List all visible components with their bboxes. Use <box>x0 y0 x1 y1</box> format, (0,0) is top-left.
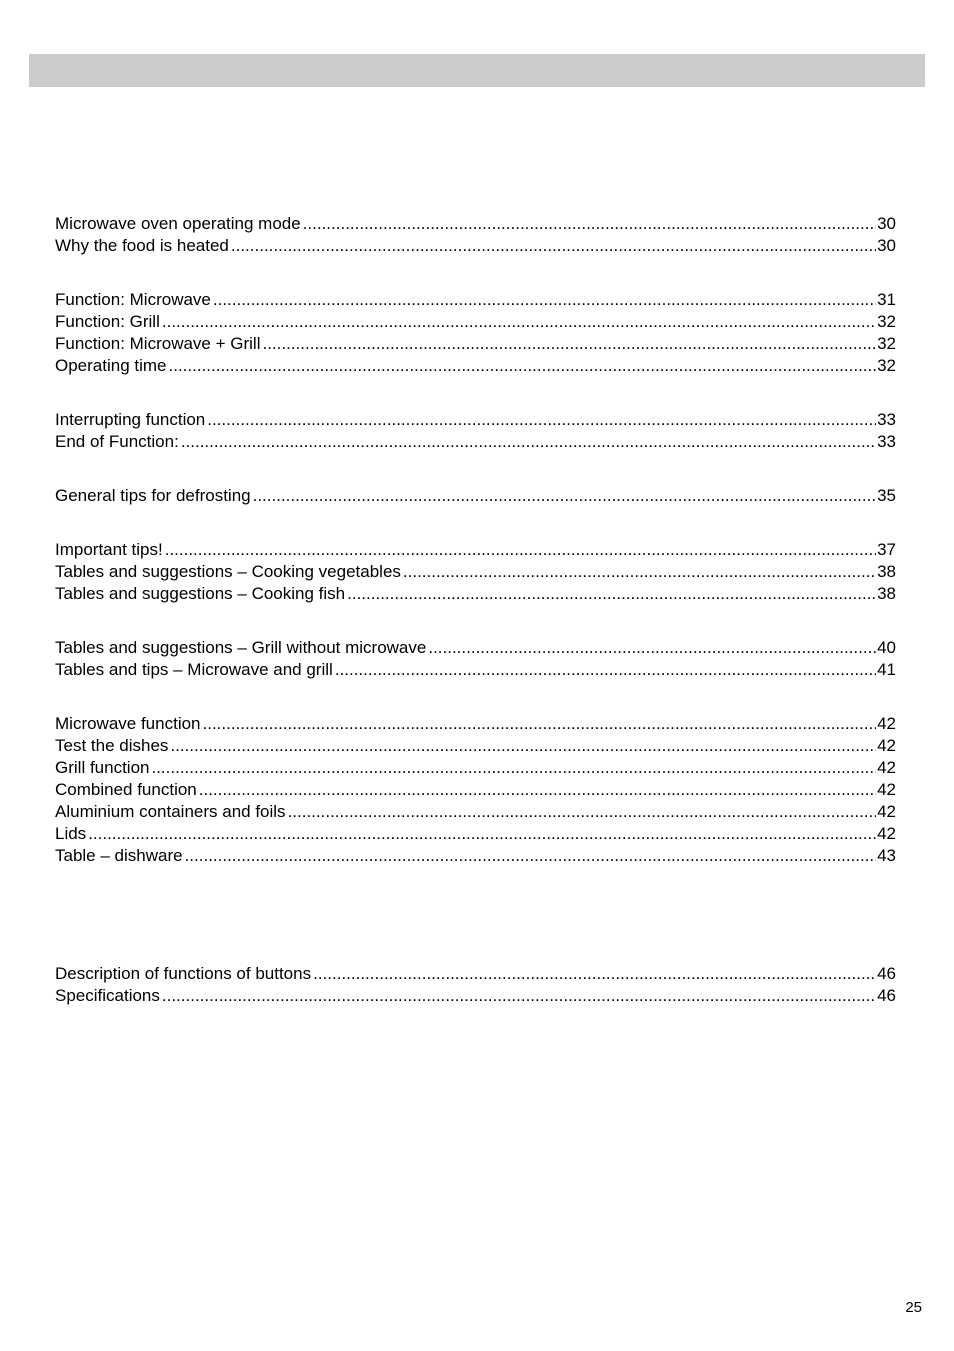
toc-leader-dots <box>199 779 876 801</box>
toc-leader-dots <box>403 561 876 583</box>
toc-entry-title: Tables and tips – Microwave and grill <box>55 660 333 679</box>
toc-leader-dots <box>181 431 876 453</box>
toc-entry-title: Test the dishes <box>55 736 169 755</box>
toc-leader-dots <box>151 757 876 779</box>
toc-entry-title: Important tips! <box>55 540 163 559</box>
toc-leader-dots <box>253 485 876 507</box>
toc-leader-dots <box>207 409 876 431</box>
toc-leader-dots <box>335 659 876 681</box>
toc-entry-title: Function: Microwave + Grill <box>55 334 261 353</box>
toc-entry-page: 42 <box>877 780 896 799</box>
toc-entry-title: Grill function <box>55 758 150 777</box>
toc-entry-page: 41 <box>877 660 896 679</box>
toc-entry[interactable] <box>55 311 896 333</box>
toc-entry-page: 38 <box>877 584 896 603</box>
table-of-contents <box>55 213 896 1007</box>
toc-leader-dots <box>203 713 877 735</box>
toc-entry-title: Specifications <box>55 986 160 1005</box>
toc-group <box>55 485 896 507</box>
toc-leader-dots <box>213 289 876 311</box>
toc-entry[interactable] <box>55 801 896 823</box>
toc-entry[interactable] <box>55 431 896 453</box>
toc-entry-title: Microwave function <box>55 714 201 733</box>
toc-entry[interactable] <box>55 561 896 583</box>
toc-entry-page: 42 <box>877 802 896 821</box>
toc-entry[interactable] <box>55 757 896 779</box>
toc-entry-title: Why the food is heated <box>55 236 229 255</box>
toc-entry-title: End of Function: <box>55 432 179 451</box>
toc-entry[interactable] <box>55 779 896 801</box>
toc-entry[interactable] <box>55 409 896 431</box>
toc-entry-page: 33 <box>877 432 896 451</box>
toc-leader-dots <box>347 583 876 605</box>
toc-entry[interactable] <box>55 985 896 1007</box>
toc-entry[interactable] <box>55 823 896 845</box>
page-number: 25 <box>905 1299 922 1316</box>
toc-entry[interactable] <box>55 583 896 605</box>
toc-entry-title: Lids <box>55 824 87 843</box>
toc-leader-dots <box>170 735 876 757</box>
toc-entry-title: Interrupting function <box>55 410 206 429</box>
toc-entry[interactable] <box>55 355 896 377</box>
toc-entry-page: 37 <box>877 540 896 559</box>
toc-entry[interactable] <box>55 845 896 867</box>
toc-entry[interactable] <box>55 539 896 561</box>
toc-entry-title: Aluminium containers and foils <box>55 802 286 821</box>
toc-group <box>55 963 896 1007</box>
toc-leader-dots <box>231 235 876 257</box>
toc-entry-title: Table – dishware <box>55 846 183 865</box>
toc-entry[interactable] <box>55 333 896 355</box>
toc-entry-page: 30 <box>877 236 896 255</box>
toc-entry-page: 35 <box>877 486 896 505</box>
toc-entry[interactable] <box>55 713 896 735</box>
toc-entry-title: Tables and suggestions – Cooking vegetables <box>55 562 401 581</box>
toc-entry-title: Function: Grill <box>55 312 160 331</box>
toc-entry-title: Function: Microwave <box>55 290 211 309</box>
toc-entry-page: 42 <box>877 736 896 755</box>
toc-entry-title: Tables and suggestions – Grill without microwave <box>55 638 427 657</box>
toc-entry-title: Combined function <box>55 780 197 799</box>
toc-entry[interactable] <box>55 735 896 757</box>
toc-entry-page: 42 <box>877 824 896 843</box>
toc-group <box>55 637 896 681</box>
toc-entry[interactable] <box>55 289 896 311</box>
toc-leader-dots <box>303 213 876 235</box>
header-bar <box>29 54 925 87</box>
toc-entry-page: 30 <box>877 214 896 233</box>
toc-entry-page: 33 <box>877 410 896 429</box>
toc-entry-page: 32 <box>877 312 896 331</box>
toc-group <box>55 539 896 605</box>
toc-group <box>55 409 896 453</box>
toc-entry-page: 40 <box>877 638 896 657</box>
toc-entry-page: 32 <box>877 334 896 353</box>
toc-entry[interactable] <box>55 235 896 257</box>
toc-leader-dots <box>313 963 876 985</box>
toc-entry-title: Microwave oven operating mode <box>55 214 301 233</box>
toc-entry-page: 42 <box>877 714 896 733</box>
toc-entry-page: 31 <box>877 290 896 309</box>
toc-leader-dots <box>162 985 876 1007</box>
toc-group <box>55 713 896 867</box>
toc-entry-page: 46 <box>877 986 896 1005</box>
toc-group <box>55 289 896 377</box>
toc-entry-page: 32 <box>877 356 896 375</box>
toc-leader-dots <box>88 823 876 845</box>
toc-entry[interactable] <box>55 963 896 985</box>
toc-leader-dots <box>262 333 876 355</box>
toc-entry-page: 38 <box>877 562 896 581</box>
toc-entry-title: Operating time <box>55 356 167 375</box>
toc-entry-title: Tables and suggestions – Cooking fish <box>55 584 346 603</box>
toc-leader-dots <box>165 539 876 561</box>
toc-entry-title: Description of functions of buttons <box>55 964 312 983</box>
toc-leader-dots <box>428 637 876 659</box>
toc-group <box>55 213 896 257</box>
toc-entry[interactable] <box>55 213 896 235</box>
toc-entry[interactable] <box>55 485 896 507</box>
toc-entry[interactable] <box>55 637 896 659</box>
toc-leader-dots <box>185 845 877 867</box>
toc-leader-dots <box>288 801 877 823</box>
toc-entry-page: 43 <box>877 846 896 865</box>
toc-entry-page: 42 <box>877 758 896 777</box>
toc-entry-title: General tips for defrosting <box>55 486 251 505</box>
toc-entry-page: 46 <box>877 964 896 983</box>
toc-entry[interactable] <box>55 659 896 681</box>
toc-leader-dots <box>162 311 876 333</box>
toc-leader-dots <box>169 355 877 377</box>
